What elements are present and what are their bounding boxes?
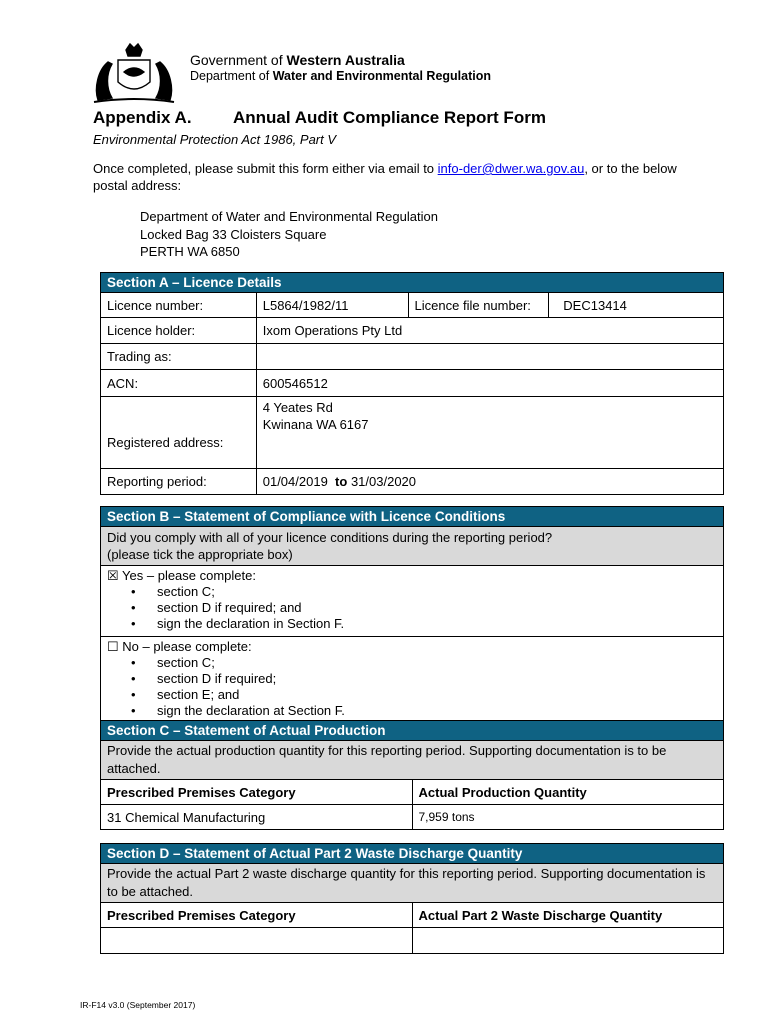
list-item: • section D if required; <box>131 671 717 687</box>
no-option <box>101 637 724 722</box>
licence-file-number-value[interactable]: DEC13414 <box>549 293 724 318</box>
yes-label: Yes – please complete: <box>122 568 256 583</box>
section-a-header: Section A – Licence Details <box>101 273 724 293</box>
registered-address-label: Registered address: <box>101 397 257 469</box>
discharge-quantity-value[interactable] <box>412 928 724 954</box>
email-link[interactable]: info-der@dwer.wa.gov.au <box>437 161 585 176</box>
licence-file-number-label: Licence file number: <box>408 293 549 318</box>
government-name: Government of Western Australia <box>190 52 405 68</box>
reporting-period-value[interactable]: 01/04/2019 to 31/03/2020 <box>256 469 723 495</box>
section-b-table <box>100 506 724 722</box>
no-list <box>107 655 717 719</box>
list-item: • sign the declaration in Section F. <box>131 616 717 632</box>
trading-as-label: Trading as: <box>101 344 257 370</box>
list-item: • section C; <box>131 584 717 600</box>
reporting-period-label: Reporting period: <box>101 469 257 495</box>
yes-checkbox[interactable]: ☒ <box>107 568 119 583</box>
list-item: • section D if required; and <box>131 600 717 616</box>
licence-number-value[interactable]: L5864/1982/11 <box>256 293 408 318</box>
appendix-label: Appendix A. <box>93 108 192 127</box>
form-title: Annual Audit Compliance Report Form <box>233 108 546 127</box>
yes-option <box>101 566 724 637</box>
section-d-col-quantity: Actual Part 2 Waste Discharge Quantity <box>412 903 724 928</box>
department-name: Department of Water and Environmental Regulation <box>190 69 492 83</box>
postal-address: Department of Water and Environmental Regulation Locked Bag 33 Cloisters Square PERTH WA 6850 <box>140 209 438 259</box>
acn-value[interactable]: 600546512 <box>256 370 723 397</box>
section-c-header: Section C – Statement of Actual Production <box>101 721 724 741</box>
licence-number-label: Licence number: <box>101 293 257 318</box>
section-c-instruction: Provide the actual production quantity for this reporting period. Supporting documentation is to be attached. <box>101 741 724 780</box>
section-d-instruction: Provide the actual Part 2 waste discharge quantity for this reporting period. Supporting documentation is to be attached. <box>101 864 724 903</box>
discharge-category-value[interactable] <box>101 928 413 954</box>
section-d-table <box>100 843 724 954</box>
trading-as-value[interactable] <box>256 344 723 370</box>
production-category-value[interactable]: 31 Chemical Manufacturing <box>101 805 413 830</box>
list-item: • section E; and <box>131 687 717 703</box>
yes-list <box>107 584 717 632</box>
form-subtitle: Environmental Protection Act 1986, Part V <box>93 132 337 147</box>
section-b-header: Section B – Statement of Compliance with Licence Conditions <box>101 507 724 527</box>
section-c-table <box>100 720 724 830</box>
section-d-col-category: Prescribed Premises Category <box>101 903 413 928</box>
list-item: • section C; <box>131 655 717 671</box>
section-a-table <box>100 272 724 495</box>
acn-label: ACN: <box>101 370 257 397</box>
list-item: • sign the declaration at Section F. <box>131 703 717 719</box>
section-c-col-category: Prescribed Premises Category <box>101 780 413 805</box>
section-d-header: Section D – Statement of Actual Part 2 Waste Discharge Quantity <box>101 844 724 864</box>
intro-text: Once completed, please submit this form either via email to info-der@dwer.wa.gov.au, or to the below postal address: <box>93 161 677 193</box>
section-b-question: Did you comply with all of your licence conditions during the reporting period? (please tick the appropriate box) <box>101 527 724 566</box>
section-c-col-quantity: Actual Production Quantity <box>412 780 724 805</box>
no-label: No – please complete: <box>122 639 252 654</box>
registered-address-value[interactable]: 4 Yeates Rd Kwinana WA 6167 <box>256 397 723 469</box>
licence-holder-value[interactable]: Ixom Operations Pty Ltd <box>256 318 723 344</box>
licence-holder-label: Licence holder: <box>101 318 257 344</box>
production-quantity-value[interactable]: 7,959 tons <box>412 805 724 830</box>
wa-crest-logo <box>90 40 178 106</box>
no-checkbox[interactable]: ☐ <box>107 639 119 654</box>
form-version-footer: IR-F14 v3.0 (September 2017) <box>80 1000 196 1010</box>
